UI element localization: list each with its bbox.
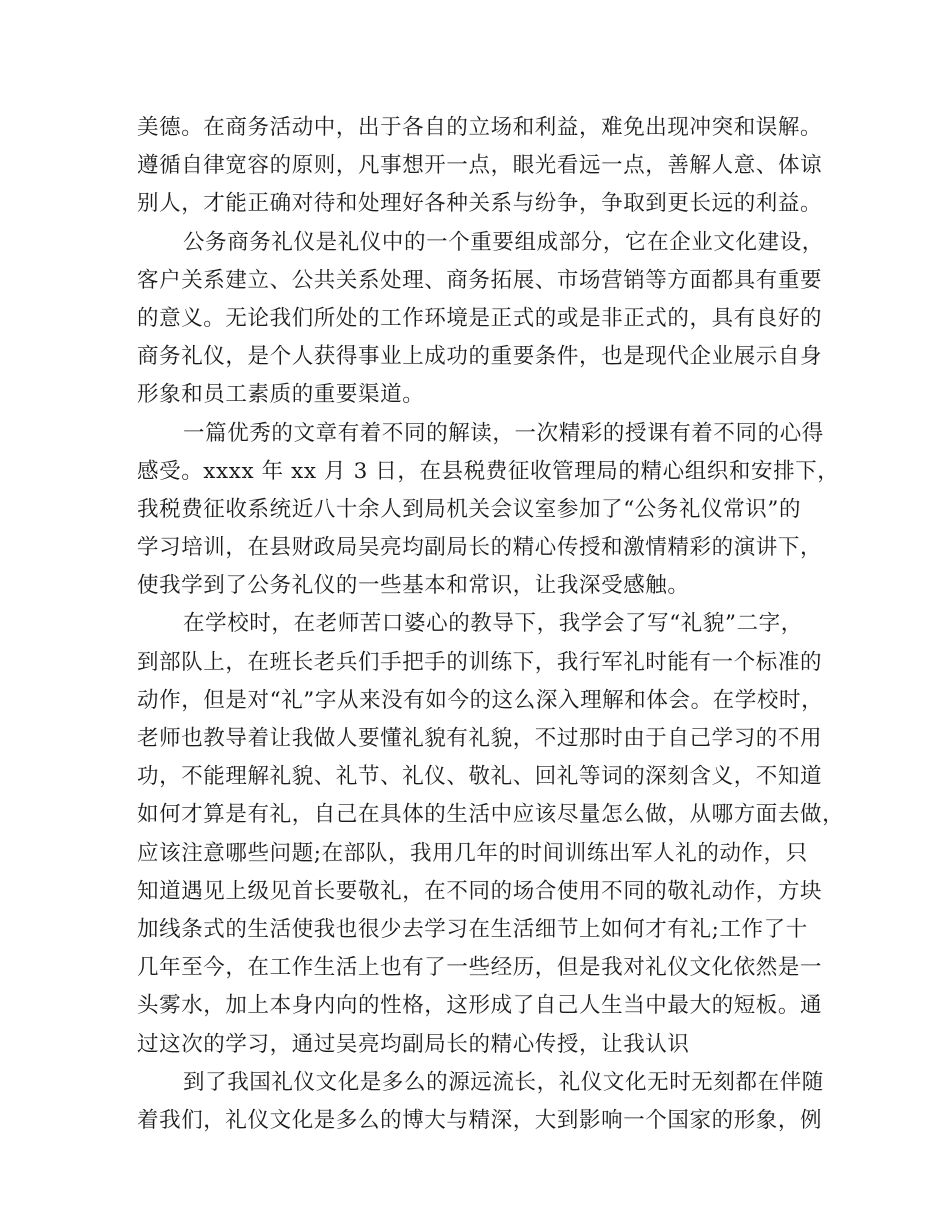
text-line: 应该注意哪些问题;在部队，我用几年的时间训练出军人礼的动作，只 [137, 840, 808, 866]
text-line: 几年至今，在工作生活上也有了一些经历，但是我对礼仪文化依然是一 [137, 955, 823, 981]
text-line: 到部队上，在班长老兵们手把手的训练下，我行军礼时能有一个标准的 [137, 649, 823, 675]
text-line: 别人，才能正确对待和处理好各种关系与纷争，争取到更长远的利益。 [137, 191, 823, 217]
text-line: 公务商务礼仪是礼仪中的一个重要组成部分，它在企业文化建设， [183, 229, 824, 255]
text-line: 功，不能理解礼貌、礼节、礼仪、敬礼、回礼等词的深刻含义，不知道 [137, 764, 823, 790]
text-line: 过这次的学习，通过吴亮均副局长的精心传授，让我认识 [137, 1031, 690, 1057]
text-line: 感受。xxxx 年 xx 月 3 日，在县税费征收管理局的精心组织和安排下， [137, 458, 840, 484]
text-line: 我税费征收系统近八十余人到局机关会议室参加了“公务礼仪常识”的 [137, 496, 802, 522]
text-line: 形象和员工素质的重要渠道。 [137, 382, 425, 408]
text-line: 美德。在商务活动中，出于各自的立场和利益，难免出现冲突和误解。 [137, 115, 823, 140]
text-line: 着我们，礼仪文化是多么的博大与精深，大到影响一个国家的形象，例 [137, 1107, 823, 1133]
text-line: 使我学到了公务礼仪的一些基本和常识，让我深受感触。 [137, 573, 690, 599]
text-line: 商务礼仪，是个人获得事业上成功的重要条件，也是现代企业展示自身 [137, 344, 823, 370]
text-line: 的意义。无论我们所处的工作环境是正式的或是非正式的，具有良好的 [137, 305, 823, 331]
text-line: 客户关系建立、公共关系处理、商务拓展、市场营销等方面都具有重要 [137, 267, 823, 293]
text-line: 动作，但是对“礼”字从来没有如今的这么深入理解和体会。在学校时， [137, 687, 824, 713]
text-line: 在学校时，在老师苦口婆心的教导下，我学会了写“礼貌”二字， [183, 611, 803, 637]
text-line: 如何才算是有礼，自己在具体的生活中应该尽量怎么做，从哪方面去做， [137, 802, 845, 828]
text-line: 头雾水，加上本身内向的性格，这形成了自己人生当中最大的短板。通 [137, 993, 823, 1019]
text-line: 遵循自律宽容的原则，凡事想开一点，眼光看远一点，善解人意、体谅 [137, 153, 823, 179]
document-body [137, 109, 845, 1140]
text-line: 学习培训，在县财政局吴亮均副局长的精心传授和激情精彩的演讲下， [137, 535, 823, 561]
text-line: 加线条式的生活使我也很少去学习在生活细节上如何才有礼;工作了十 [137, 916, 808, 942]
text-line: 一篇优秀的文章有着不同的解读，一次精彩的授课有着不同的心得 [183, 420, 824, 446]
text-line: 老师也教导着让我做人要懂礼貌有礼貌，不过那时由于自己学习的不用 [137, 726, 823, 751]
text-line: 知道遇见上级见首长要敬礼，在不同的场合使用不同的敬礼动作，方块 [137, 878, 823, 904]
text-line: 到了我国礼仪文化是多么的源远流长，礼仪文化无时无刻都在伴随 [183, 1069, 824, 1095]
